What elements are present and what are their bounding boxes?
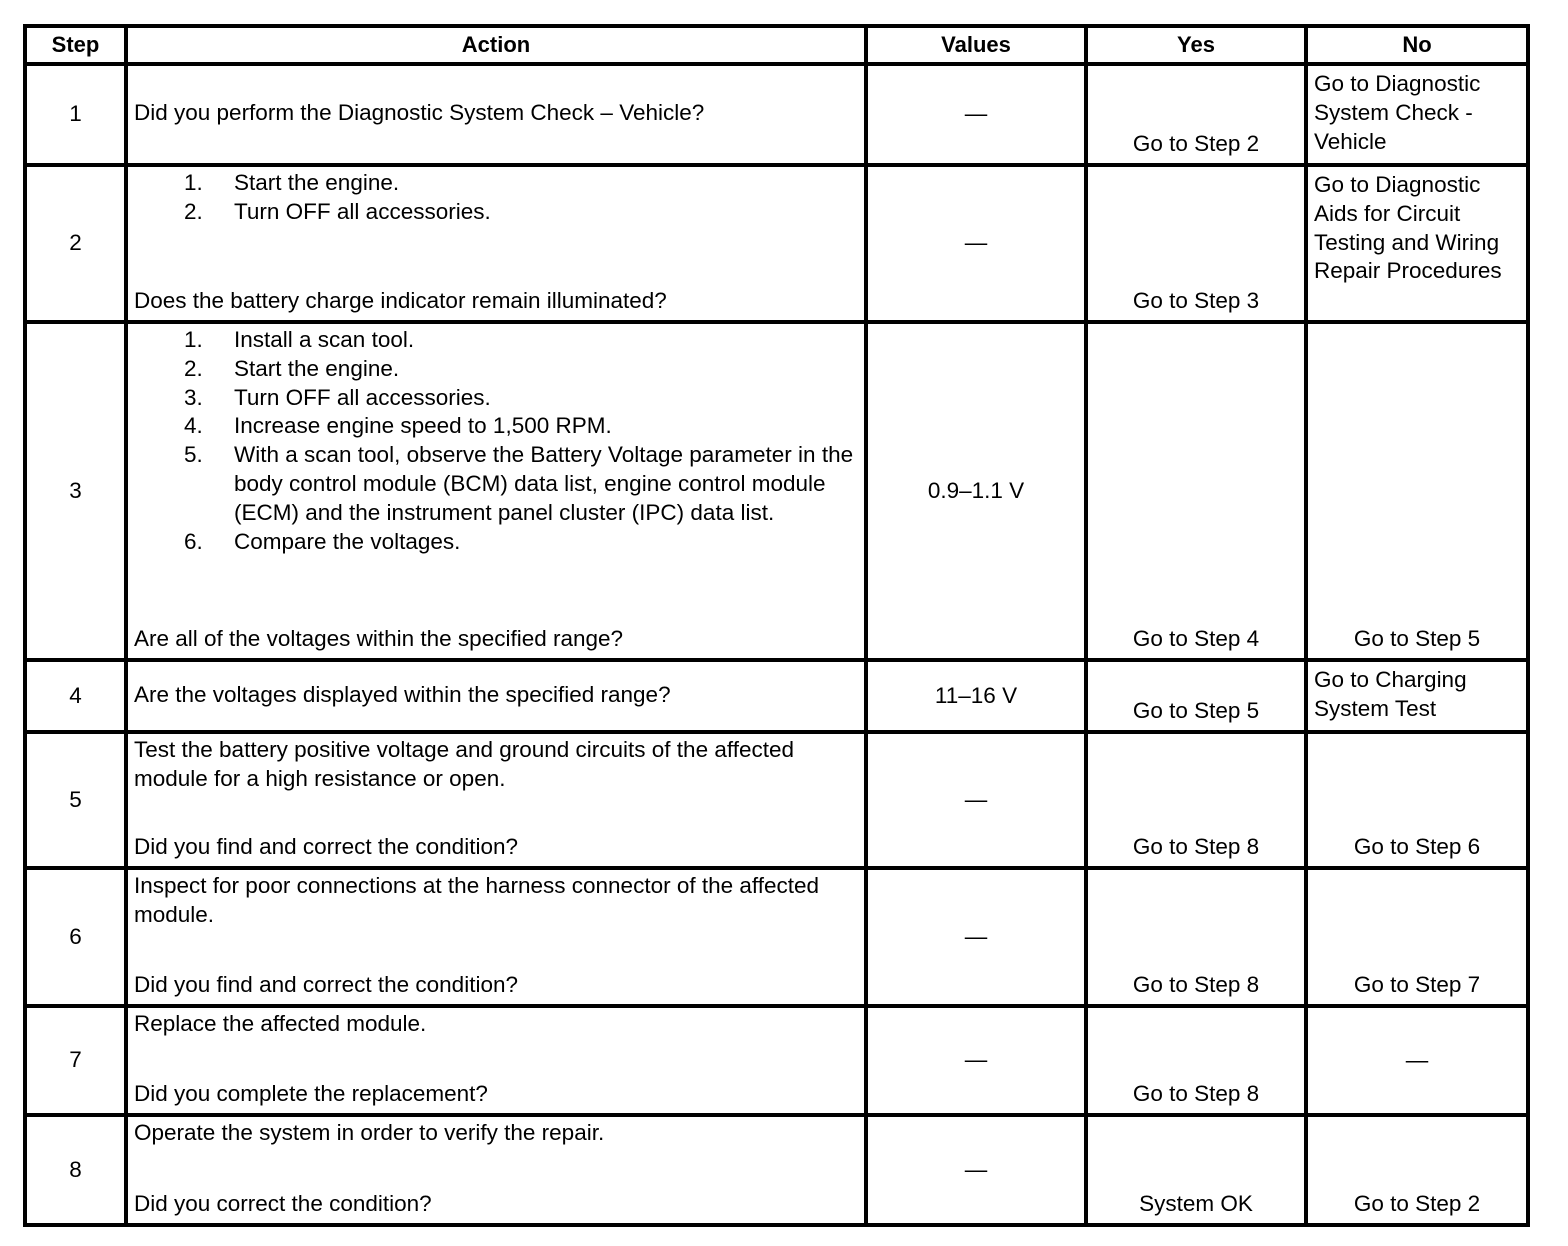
- no-text: Go to Step 7: [1353, 972, 1481, 998]
- action-step: Turn OFF all accessories.: [234, 384, 491, 410]
- no-cell: [1306, 64, 1528, 165]
- action-cell: [126, 660, 866, 732]
- no-cell: [1306, 732, 1528, 868]
- action-cell: [126, 165, 866, 322]
- yes-text: Go to Step 8: [1132, 834, 1260, 860]
- step-number: 5: [25, 732, 126, 868]
- action-step: Compare the voltages.: [234, 528, 461, 554]
- header-yes: Yes: [1086, 26, 1306, 64]
- yes-cell: [1086, 660, 1306, 732]
- no-cell: [1306, 165, 1528, 322]
- values-cell: —: [866, 1115, 1086, 1225]
- header-action: Action: [126, 26, 866, 64]
- action-step: With a scan tool, observe the Battery Voltage parameter in the body control module (BCM) data list, engine control module (ECM) and the instrument panel cluster (IPC) data list.: [234, 442, 854, 525]
- action-step: Start the engine.: [234, 355, 400, 381]
- action-cell: [126, 322, 866, 660]
- no-text: —: [1405, 1047, 1429, 1073]
- step-number: 2: [25, 165, 126, 322]
- yes-text: Go to Step 5: [1132, 698, 1260, 724]
- action-text: Did you perform the Diagnostic System Check – Vehicle?: [134, 100, 705, 126]
- table-row-step-4: [25, 660, 1528, 732]
- step-number: 6: [25, 868, 126, 1006]
- step-number: 4: [25, 660, 126, 732]
- diagnostic-table: [23, 24, 1530, 1227]
- action-question: Did you correct the condition?: [134, 1191, 432, 1217]
- yes-text: Go to Step 4: [1132, 626, 1260, 652]
- step-number: 1: [25, 64, 126, 165]
- action-cell: [126, 1006, 866, 1115]
- no-text: Go to Diagnostic System Check - Vehicle: [1314, 71, 1481, 154]
- values-cell: —: [866, 732, 1086, 868]
- table-row-step-6: [25, 868, 1528, 1006]
- action-text: Test the battery positive voltage and ground circuits of the affected module for a high resistance or open.: [134, 737, 794, 791]
- action-steps-list: [134, 326, 858, 556]
- yes-cell: [1086, 1115, 1306, 1225]
- action-step: Increase engine speed to 1,500 RPM.: [234, 413, 612, 439]
- action-question: Are all of the voltages within the specified range?: [134, 626, 624, 652]
- yes-cell: [1086, 64, 1306, 165]
- table-row-step-1: [25, 64, 1528, 165]
- action-text: Replace the affected module.: [134, 1011, 427, 1036]
- table-row-step-5: [25, 732, 1528, 868]
- header-step: Step: [25, 26, 126, 64]
- yes-text: Go to Step 8: [1132, 972, 1260, 998]
- no-text: Go to Step 2: [1353, 1191, 1481, 1217]
- step-number: 8: [25, 1115, 126, 1225]
- action-step: Install a scan tool.: [234, 327, 415, 352]
- header-row: [25, 26, 1528, 64]
- no-cell: [1306, 1115, 1528, 1225]
- step-number: 3: [25, 322, 126, 660]
- no-text: Go to Step 6: [1353, 834, 1481, 860]
- action-question: Did you find and correct the condition?: [134, 834, 518, 860]
- action-question: Did you find and correct the condition?: [134, 972, 518, 998]
- yes-text: Go to Step 2: [1132, 131, 1260, 157]
- action-text: Inspect for poor connections at the harness connector of the affected module.: [134, 873, 820, 927]
- yes-cell: [1086, 322, 1306, 660]
- table-row-step-7: [25, 1006, 1528, 1115]
- no-cell: [1306, 660, 1528, 732]
- action-cell: [126, 1115, 866, 1225]
- no-text: Go to Charging System Test: [1314, 667, 1467, 721]
- no-cell: [1306, 322, 1528, 660]
- action-step: Start the engine.: [234, 170, 400, 195]
- no-cell: [1306, 1006, 1528, 1115]
- table-row-step-8: [25, 1115, 1528, 1225]
- yes-text: Go to Step 8: [1132, 1081, 1260, 1107]
- action-step: Turn OFF all accessories.: [234, 198, 491, 224]
- step-number: 7: [25, 1006, 126, 1115]
- action-cell: [126, 868, 866, 1006]
- action-cell: [126, 732, 866, 868]
- values-cell: 0.9–1.1 V: [866, 322, 1086, 660]
- yes-text: Go to Step 3: [1132, 288, 1260, 314]
- action-question: Does the battery charge indicator remain illuminated?: [134, 288, 667, 314]
- table-row-step-3: [25, 322, 1528, 660]
- action-steps-list: [134, 169, 858, 227]
- header-no: No: [1306, 26, 1528, 64]
- header-values: Values: [866, 26, 1086, 64]
- action-text: Operate the system in order to verify the repair.: [134, 1120, 605, 1145]
- values-cell: —: [866, 868, 1086, 1006]
- table-row-step-2: [25, 165, 1528, 322]
- values-cell: —: [866, 64, 1086, 165]
- action-question: Did you complete the replacement?: [134, 1081, 488, 1107]
- yes-cell: [1086, 868, 1306, 1006]
- action-text: Are the voltages displayed within the specified range?: [134, 681, 671, 707]
- values-cell: —: [866, 1006, 1086, 1115]
- yes-cell: [1086, 732, 1306, 868]
- yes-cell: [1086, 165, 1306, 322]
- values-cell: —: [866, 165, 1086, 322]
- no-text: Go to Step 5: [1353, 626, 1481, 652]
- action-cell: [126, 64, 866, 165]
- no-cell: [1306, 868, 1528, 1006]
- no-text: Go to Diagnostic Aids for Circuit Testing and Wiring Repair Procedures: [1314, 172, 1502, 284]
- values-cell: 11–16 V: [866, 660, 1086, 732]
- yes-text: System OK: [1139, 1191, 1253, 1217]
- yes-cell: [1086, 1006, 1306, 1115]
